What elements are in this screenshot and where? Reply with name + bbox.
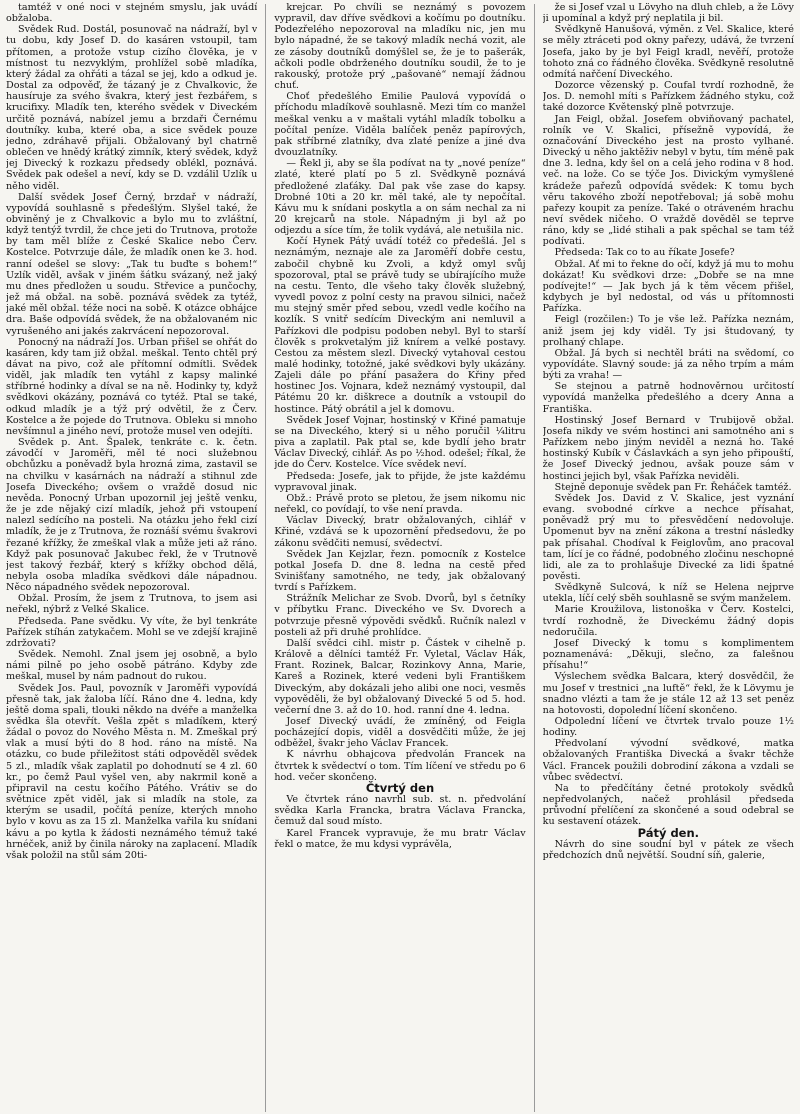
paragraph: že si Josef vzal u Lövyho na dluh chleb, a že Lövy ji upomínal a když prý neplatila ji bil. — [542, 2, 794, 25]
column-3 — [543, 2, 794, 1114]
paragraph: Další svědci cihl. mistr p. Částek v cihelně p. Králově a dělníci tamtéž Fr. Vyletal, Václav Hák, Frant. Rozinek, Balcar, Rozinkovy Anna, Marie, Kareš a Rozinek, které vedeni byli Františkem Diveckým, aby dokázali jeho alibi one noci, vesměs vypověděli, že byl obžalovaný Divecké 5 od 5. hod. večerní dne 3. až do 10. hod. ranní dne 4. ledna. — [274, 637, 526, 716]
paragraph: Stejně deponuje svědek pan Fr. Řeháček tamtéž. — [554, 481, 792, 493]
paragraph: Na to předčítány četné protokoly svědků nepředvolaných, načež prohlásil předseda průvodní přelíčení za skončené a soud odebral se ku sestavení otázek. — [542, 782, 794, 828]
paragraph: Obžal. Prosím, že jsem z Trutnova, to jsem asi neřekl, nýbrž z Velké Skalice. — [6, 593, 258, 616]
paragraph: Předseda: Tak co to au říkate Josefe? — [554, 247, 735, 259]
paragraph: — Řekl ji, aby se šla podívat na ty „nové peníze“ zlaté, které platí po 5 zl. Svědkyně poznává předložené zlaťáky. Dal pak vše zase do kapsy. Drobné 10ti a 20 kr. měl také, ale ty nepočítal. Kávu mu k snídani poskytla a on sám nechal za ni 20 krejcarů na stole. Nápadným ji byl až po odjezdu a síce tím, že tolik vydává, ale netušila nic. — [274, 158, 526, 237]
column-1 — [6, 2, 257, 1114]
column-divider — [534, 4, 535, 1112]
paragraph: Marie Kroužilova, listonoška v Červ. Kostelci, tvrdí rozhodně, že Diveckému žádný dopis nedoručila. — [542, 604, 794, 638]
paragraph: Předvolaní vývodní svědkové, matka obžalovaných Františka Divecká a švakr těchže Václ. Francek použili dobrodiní zákona a vzdali se vůbec svědectví. — [542, 738, 794, 783]
paragraph: Josef Divecký k tomu s komplimentem poznamenává: „Děkuji, slečno, za falešnou přísahu!“ — [542, 637, 794, 672]
paragraph: Strážník Melichar ze Svob. Dvorů, byl s četníky v příbytku Franc. Diveckého ve Sv. Dvorech a potvrzuje přesně výpovědi svědků. Ručník nalezl v posteli až při druhé prohlídce. — [274, 593, 526, 638]
paragraph: Další svědek Josef Černý, brzdař v nádraží, vypovídá souhlasně s předešlým. Slyšel také, že obviněný je z Chvalkovic a bylo mu to zvláštní, když tentýž tvrdil, že chce jeti do Trutnova, protože by tam měl blíže z České Skalice nebo Červ. Kostelce. Potvrzuje dále, že mladík onen ke 3. hod. ranní odešel se slovy: „Tak tu buďte s bohem!“ Uzlík viděl, avšak v jiném šátku svázaný, než jaký mu dnes předložen u soudu. Střevice a punčochy, jež má obžal. na sobě. poznává svědek za tytéž, jaké měl obžal. téže noci na sobě. K otázce obhájce dra. Baše odpovídá svědek, že na obžalovaném nic vyrušeného ani jakés zakrvácení nepozoroval. — [6, 191, 258, 337]
paragraph: Václav Divecký, bratr obžalovaných, cihlář v Křiné, vzdává se k upozornění předsedovu, že po zákonu svědčiti nemusí, svědectví. — [274, 515, 526, 549]
paragraph: Se stejnou a patrně hodnověrnou určitostí vypovídá manželka předešlého a dcery Anna a Františka. — [542, 381, 794, 415]
paragraph: Svědek Rud. Dostál, posunovač na nádraží, byl v tu dobu, kdy Josef D. do kasáren vstoupil, tam přítomen, a protože vstup cizího člověka, je v místnost tu nezvyklým, prohlížel sobě mladíka, který žádal za ohřáti a tázal se jej, kdo a odkud je. Dostal za odpověď, že tázaný je z Chvalkovic, že hausíruje za svého švakra, který jest řezbářem, s krucifixy. Mladík ten, kterého svědek v Diveckém určitě poznává, nabízel jemu a brzdaři Černému doutníky. kuba, které oba, a sice svědek pouze jedno, zdráhavě přijali. Obžalovaný byl chatrně oblečen ve hnědý krátký zimník, který svědek, když jej Divecký k rozkazu předsedy oblékl, poznává. Svědek pak odešel a neví, kdy se D. vzdálil Uzlík u něho viděl. — [6, 24, 258, 192]
paragraph: Předseda. Pane svědku. Vy víte, že byl tenkráte Pařízek stíhán zatykačem. Mohl se ve zdejší krajině zdržovati? — [6, 615, 258, 649]
paragraph: Svědkyně Hanušová, výměn. z Vel. Skalice, které se měly ztráceti pod okny pařezy, udává, že tvrzení Josefa, jako by je byl Feigl kradl, nevěří, protože tohoto zná co řádného člověka. Svědkyně resolutně odmítá nařčení Diveckého. — [542, 24, 794, 80]
paragraph: Svědek Jos. David z V. Skalice, jest vyznání evang. svobodné církve a nechce přísahat, poněvadž prý mu to přesvědčení nedovoluje. Upomenut byv na znění zákona a trestní následky pak přísahal. Chodíval k Feiglovům, ano pracoval tam, lící je co řádné, podobného zločinu neschopné lidi, ale za to prohlašuje Divecké za lidi špatné pověsti. — [542, 492, 794, 582]
paragraph: Obžal. Ať mi to řekne do očí, když já mu to mohu dokázat! Ku svědkovi drze: „Dobře se na mne podívejte!“ — Jak bych já k těm věcem přišel, kdybych je byl nedostal, od vás u přítomnosti Pařízka. — [542, 258, 794, 315]
paragraph: Svědek. Nemohl. Znal jsem jej osobně, a bylo námi pilně po jeho osobě pátráno. Kdyby zde meškal, musel by nám padnout do rukou. — [6, 649, 258, 683]
paragraph: Svědek Josef Vojnar, hostinský v Křiné pamatuje se na Diveckého, který si u něho poručil ¼litru piva a zaplatil. Pak ptal se, kde bydlí jeho bratr Václav Divecký, cihlář. As po ½hod. odešel; říkal, že jde do Červ. Kostelce. Více svědek neví. — [274, 414, 526, 471]
paragraph: Karel Francek vypravuje, že mu bratr Václav řekl o matce, že mu kdysi vyprávěla, — [274, 827, 526, 850]
paragraph: Ponocný na nádraží Jos. Urban přišel se ohřát do kasáren, kdy tam již obžal. meškal. Tento chtěl prý dávat na pivo, což ale přítomní odmítli. Svědek viděl, jak mladík ten vytáhl z kapsy malinké stříbrné hodinky a díval se na ně. Hodinky ty, když svědkovi okázány, poznává co tytéž. Ptal se také, odkud mladík je a týž prý odvětil, že z Červ. Kostelce a že pojede do Trutnova. Obleku si mnoho nevšímnul a jiného neví, protože musel ven odejíti. — [6, 336, 258, 437]
paragraph: Návrh do sine soudní byl v pátek ze všech předchozích dnů největší. Soudní síň, galerie, — [542, 838, 794, 861]
paragraph: Jan Feigl, obžal. Josefem obviňovaný pachatel, rolník ve V. Skalici, přísežně vypovídá, že označování Diveckého jest na prosto vylhané. Divecký u něho jaktěživ nebyl v bytu, tím méně pak dne 3. ledna, kdy šel on a celá jeho rodina v 8 hod. več. na lože. Co se týče Jos. Divickým vymyšlené krádeže pařezů odpovídá svědek: K tomu bych věru takového zboží nepotřeboval; já sobě mohu pařezy koupit za peníze. Také o otráveném hrachu neví svědek ničeho. O vraždě dověděl se teprve ráno, kdy se „lidé stihali a pak spěchal se tam též podívati. — [542, 113, 794, 248]
paragraph: Odpolední líčení ve čtvrtek trvalo pouze 1½ hodiny. — [542, 716, 794, 739]
paragraph: Výslechem svědka Balcara, který dosvědčil, že mu Josef v trestnici „na luftě“ řekl, že k Lövymu je snadno vlézti a tam že je stále 12 až 13 set peněz na hotovosti, dopolední líčení skončeno. — [542, 671, 794, 716]
paragraph: Obžal. Já bych si nechtěl bráti na svědomí, co vypovídáte. Slavný soude: já za něho trpím a mám býti za vraha! — — [542, 347, 794, 382]
column-divider — [265, 4, 266, 1112]
paragraph: K návrhu obhajcova předvolán Francek na čtvrtek k svědectví o tom. Tím líčení ve středu po 6 hod. večer skončeno. — [274, 749, 526, 783]
paragraph: Dozorce vězenský p. Coufal tvrdí rozhodně, že Jos. D. nemohl míti s Pařízkem žádného styku, což také dozorce Květenský plně potvrzuje. — [542, 80, 794, 114]
paragraph: Obž.: Právě proto se pletou, že jsem nikomu nic neřekl, co povídají, to vše není pravda. — [274, 492, 526, 516]
paragraph: tamtéž v oné noci v stejném smyslu, jak uvádí obžaloba. — [6, 2, 258, 25]
paragraph: Svědek Jos. Paul, povozník v Jaroměři vypovídá přesně tak, jak žaloba líčí. Ráno dne 4. ledna, kdy ještě doma spali, tlouki někdo na dvéře a manželka svědka šla otevřít. Vešla zpět s mladíkem, který žádal o povoz do Nového Města n. M. Zmeškal prý vlak a musí býti do 8 hod. ráno na místě. Na otázku, co bude přiležitost státi odpověděl svědek 5 zl., mladík však zaplatil po dohodnutí se 4 zl. 60 kr., po čemž Paul vyšel ven, aby nakrmil koně a připravil na cestu kočího Pátého. Vrátiv se do světnice zpět viděl, jak si mladík na stole, za kterým se usadil, počítá peníze, kterých mnoho bylo v kovu as za 15 zl. Manželka vařila ku snídani kávu a po kytla k žádosti neznámého témuž také hrnéček, aniž by činila nároky na zaplacení. Mladík však položil na stůl sám 20ti- — [6, 682, 258, 861]
paragraph: Svědek Jan Kejzlar, řezn. pomocník z Kostelce potkal Josefa D. dne 8. ledna na cestě před Svinišťany samotného, ne tedy, jak obžalovaný tvrdí s Pařízkem. — [274, 548, 526, 594]
paragraph: Svědkyně Sulcová, k níž se Helena nejprve utekla, líčí celý sběh souhlasně se svým manželem. — [542, 582, 794, 605]
paragraph: Josef Divecký uvádí, že zmíněný, od Feigla pocházející dopis, viděl a dosvědčiti může, že jej odběžel, švakr jeho Václav Francek. — [274, 716, 526, 750]
section-heading: Čtvrtý den — [365, 780, 435, 795]
paragraph: Ve čtvrtek ráno navrhl sub. st. n. předvolání svědka Karla Francka, bratra Václava Francka, čemuž dal soud místo. — [274, 794, 526, 828]
paragraph: Hostinský Josef Bernard v Trubijově obžal. Josefa nikdy ve svém hostinci ani samotného ani s Pařízkem nebo jiným neviděl a nezná ho. Také hostinský Kubík v Čáslavkách a syn jeho připouští, že Josef Divecký jednou, avšak pouze sám v hostinci jejich byl, však Pařízka neviděli. — [542, 414, 794, 482]
paragraph: krejcar. Po chvíli se neznámý s povozem vypravil, dav dříve svědkovi a kočímu po doutníku. Podezřelého nepozoroval na mladíku nic, jen mu bylo nápadné, že se takový mladík nechá vozit, ale ze zásoby doutníků domýšlel se, že je to pašerák, ačkoli podle obdrženého doutníku soudil, že to je rakouský, protože prý „pašovanė“ nemají žádnou chuť. — [274, 2, 526, 92]
paragraph: Předseda: Josefe, jak to přijde, že jste každému vypravoval jinak. — [274, 470, 526, 493]
paragraph: Svědek p. Ant. Špalek, tenkráte c. k. četn. závodčí v Jaroměři, měl té noci služebnou obchůzku a poněvadž byla hrozná zima, zastavil se na chvilku v kasárnách na nádraží a stihnul zde Josefa Diveckého; ovšem o vraždě dosud nic nevěda. Ponocný Urban upozornil jej ještě venku, že je zde nějaký cizí mladík, jehož při vstoupení nalezl sedícího na posteli. Na otázku jeho řekl cizí mladík, že je z Trutnova, že roznáší svému švakrovi řezané křížky, že zmeškal vlak a může jeti až ráno. Když pak posunovač Jakubec řekl, že v Trutnově jest takový řezbář, který s křížky obchod dělá, nebyla osoba mladíka svědkovi dále nápadnou. Něco nápadného svědek nepozoroval. — [6, 437, 258, 594]
section-heading: Pátý den. — [637, 825, 700, 840]
paragraph: Kočí Hynek Pátý uvádí totéž co předešlá. Jel s neznámým, neznaje ale za Jaroměří dobře cestu, zabočil chybně ku Zvoli, a když omyl svůj spozoroval, ptal se právě tudy se ubírajícího muže na cestu. Tento, dle všeho taky člověk služebný, vyvedl povoz z polní cesty na pravou silnici, načež mu stejný směr před sebou, vzedl vedle kočího na kozlík. S vnitř sedícím Diveckým ani nemluvil a Pařízkovi dle podpisu podoben nebyl. Byl to starší člověk s prokvetalým již knírem a velké postavy. Cestou za městem slezl. Divecký vytahoval cestou malé hodinky, totožné, jaké svědkovi byly ukázány. Zajeli dále po přání pasažera do Křiny před hostinec Jos. Vojnara, kdež neznámý vystoupil, dal Pátému 20 kr. diškrece a doutník a vstoupil do hostince. Pátý obrátil a jel k domovu. — [274, 236, 526, 415]
paragraph: Choť předešlého Emilie Paulová vypovídá o příchodu mladíkově souhlasně. Mezi tím co manžel meškal venku a v maštali vytáhl mladík tobolku a počítal peníze. Viděla balíček peněz papírových, pak stříbrné zlatníky, dva zlaté peníze a jiné dva dvouzlatníky. — [274, 91, 526, 159]
paragraph: Feigl (rozčilen:) To je vše lež. Pařízka neznám, aniž jsem jej kdy viděl. Ty jsi študovaný, ty prolhaný chlape. — [542, 314, 794, 348]
column-2 — [274, 2, 525, 1114]
